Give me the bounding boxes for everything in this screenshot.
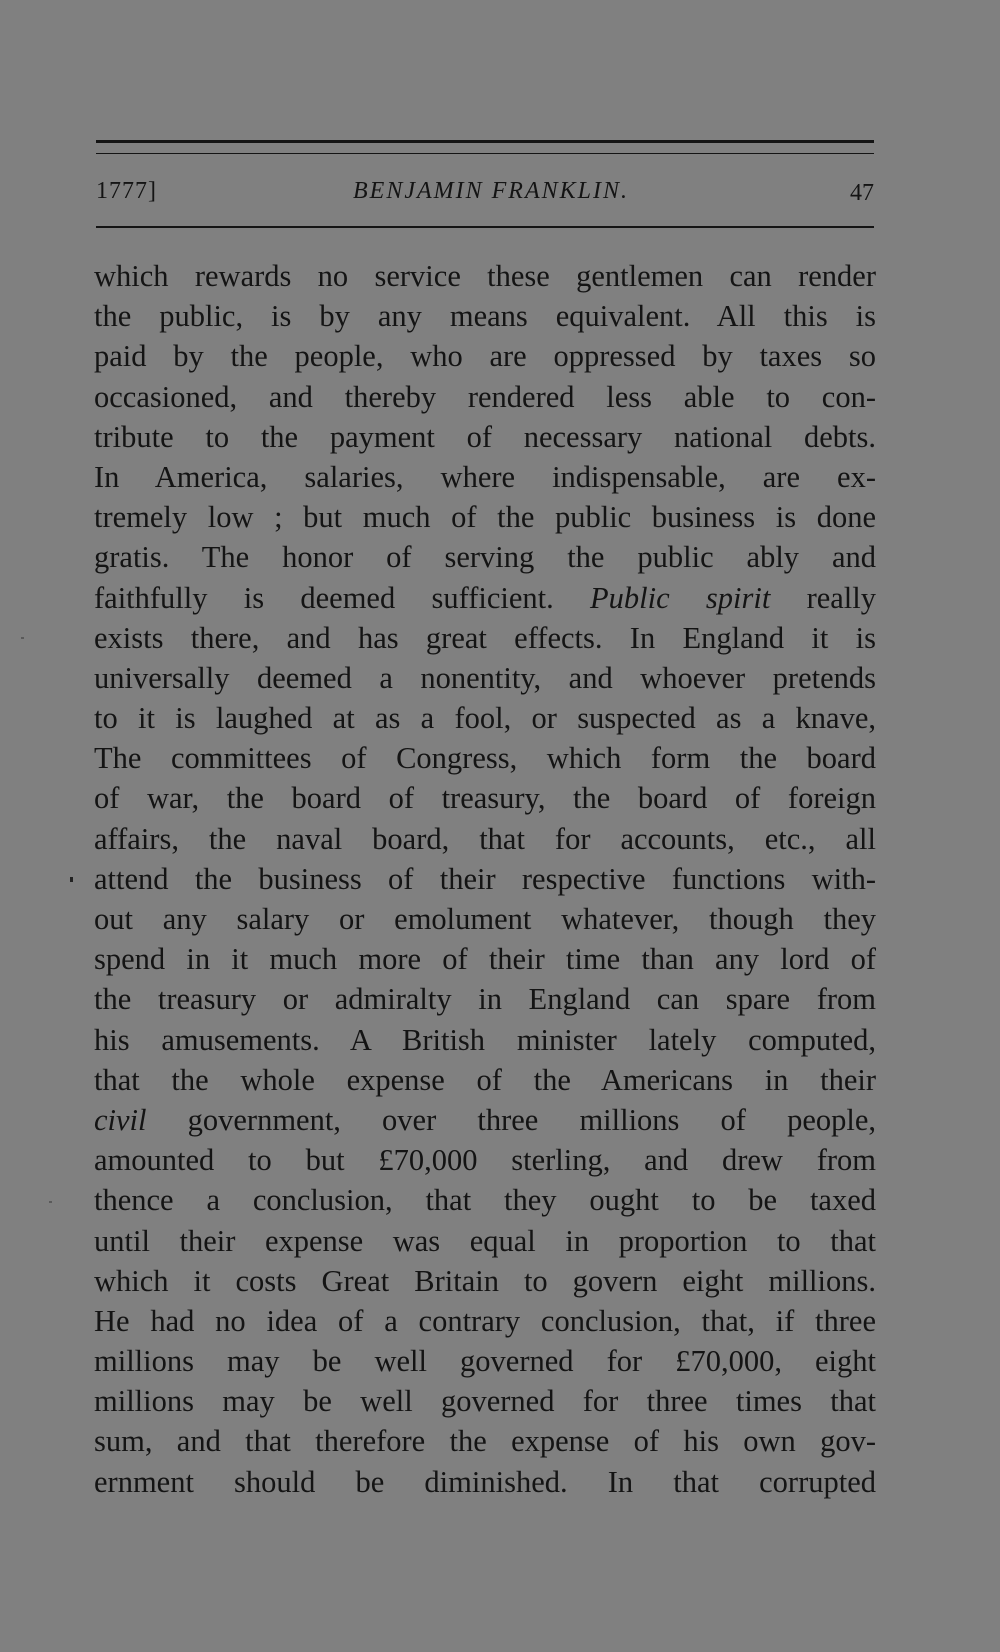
text-run: exists there, and has great effects. In England it is <box>94 620 876 655</box>
text-run: attend the business of their respective functions with- <box>94 861 876 896</box>
text-run: to it is laughed at as a fool, or suspected as a knave, <box>94 701 876 736</box>
text-line <box>94 658 876 698</box>
text-run: tribute to the payment of necessary national debts. <box>94 419 876 454</box>
text-run: universally deemed a nonentity, and whoever pretends <box>94 660 876 695</box>
header-year: 1777] <box>96 178 157 204</box>
text-run: He had no idea of a contrary conclusion, that, if three <box>94 1303 876 1338</box>
text-run: amounted to but £70,000 sterling, and drew from <box>94 1143 876 1178</box>
text-line <box>94 819 876 859</box>
text-line <box>94 1020 876 1060</box>
text-line <box>94 336 876 376</box>
text-line <box>94 979 876 1019</box>
margin-speck <box>21 637 24 639</box>
text-line <box>94 256 876 296</box>
text-run: really <box>806 580 876 615</box>
text-line <box>94 1180 876 1220</box>
text-run: paid by the people, who are oppressed by taxes so <box>94 339 876 374</box>
text-line <box>94 296 876 336</box>
text-line <box>94 1381 876 1421</box>
text-run: the public, is by any means equivalent. All this is <box>94 299 876 334</box>
text-line <box>94 1421 876 1461</box>
text-line <box>94 1261 876 1301</box>
text-line <box>94 698 876 738</box>
text-run: millions may be well governed for £70,000, eight <box>94 1344 876 1379</box>
text-line <box>94 578 876 618</box>
text-run: spend in it much more of their time than any lord of <box>94 942 876 977</box>
text-run: tremely low ; but much of the public business is done <box>94 500 876 535</box>
running-title: BENJAMIN FRANKLIN. <box>353 178 629 204</box>
italic-phrase: civil <box>94 1102 147 1137</box>
text-line <box>94 1140 876 1180</box>
text-run: which it costs Great Britain to govern eight millions. <box>94 1263 876 1298</box>
text-line <box>94 497 876 537</box>
text-line <box>94 618 876 658</box>
text-run: In America, salaries, where indispensable, are ex- <box>94 459 876 494</box>
text-run: of war, the board of treasury, the board of foreign <box>94 781 876 816</box>
text-run: gratis. The honor of serving the public ably and <box>94 540 876 575</box>
text-run: until their expense was equal in proportion to that <box>94 1223 876 1258</box>
italic-phrase: Public spirit <box>590 580 771 615</box>
text-run: millions may be well governed for three times that <box>94 1384 876 1419</box>
text-line <box>94 1341 876 1381</box>
text-run: sum, and that therefore the expense of his own gov- <box>94 1424 876 1459</box>
text-run: ernment should be diminished. In that corrupted <box>94 1464 876 1499</box>
text-line <box>94 778 876 818</box>
text-line <box>94 939 876 979</box>
text-run: government, over three millions of people, <box>187 1102 876 1137</box>
text-line <box>94 1462 876 1502</box>
margin-mark <box>70 877 73 882</box>
text-line <box>94 1301 876 1341</box>
text-run: his amusements. A British minister lately computed, <box>94 1022 876 1057</box>
text-run: affairs, the naval board, that for accounts, etc., all <box>94 821 876 856</box>
header-rule-bottom <box>96 226 874 228</box>
margin-speck <box>49 1201 52 1203</box>
text-line <box>94 417 876 457</box>
header-rule-top <box>96 140 874 143</box>
text-run: The committees of Congress, which form the board <box>94 741 876 776</box>
text-run: occasioned, and thereby rendered less able to con- <box>94 379 876 414</box>
text-line <box>94 859 876 899</box>
text-line <box>94 1221 876 1261</box>
text-line <box>94 377 876 417</box>
text-line <box>94 1060 876 1100</box>
text-run: which rewards no service these gentlemen can render <box>94 259 876 293</box>
text-run: faithfully is deemed sufficient. <box>94 580 554 615</box>
text-run: the treasury or admiralty in England can spare from <box>94 982 876 1017</box>
text-run: thence a conclusion, that they ought to be taxed <box>94 1183 876 1218</box>
text-line <box>94 457 876 497</box>
header-rule-top-thin <box>96 153 874 154</box>
running-header <box>96 178 874 214</box>
text-line <box>94 537 876 577</box>
text-run: that the whole expense of the Americans in their <box>94 1062 876 1097</box>
text-line <box>94 899 876 939</box>
page-number: 47 <box>850 180 874 206</box>
body-text <box>94 256 876 1502</box>
text-line <box>94 1100 876 1140</box>
text-line <box>94 738 876 778</box>
text-run: out any salary or emolument whatever, though they <box>94 902 876 936</box>
